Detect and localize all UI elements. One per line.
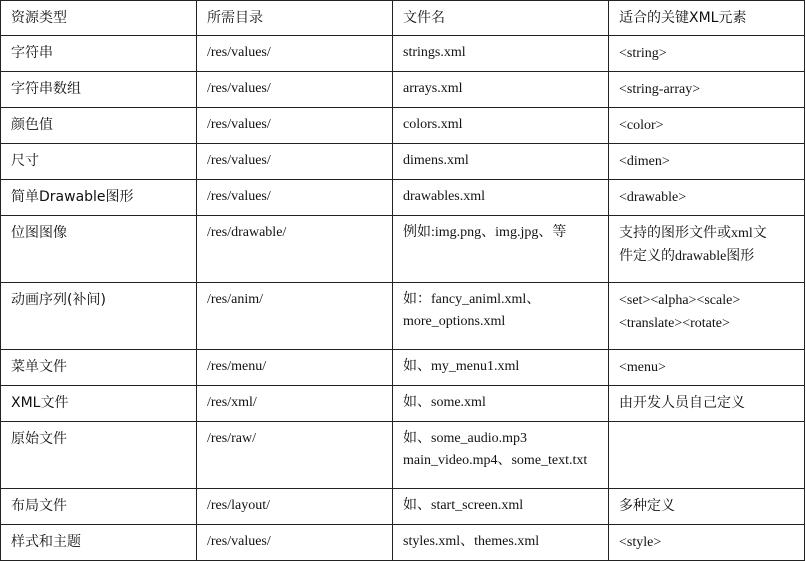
header-row xyxy=(1,1,805,36)
file-name-line: styles.xml、themes.xml xyxy=(403,534,540,549)
cell-directory: /res/menu/ xyxy=(197,350,393,386)
table-row xyxy=(1,283,805,350)
cell-file-name xyxy=(393,144,609,180)
cell-directory: /res/values/ xyxy=(197,72,393,108)
cell-file-name xyxy=(393,72,609,108)
cell-resource-type: 布局文件 xyxy=(1,489,197,525)
cell-directory: /res/raw/ xyxy=(197,422,393,489)
file-name-line: 例如:img.png、img.jpg、等 xyxy=(403,225,567,240)
xml-element-line: <string> xyxy=(619,46,667,61)
table-row xyxy=(1,180,805,216)
file-name-line: 如：fancy_animl.xml、 xyxy=(403,292,541,307)
xml-element-line: 多种定义 xyxy=(619,499,675,514)
cell-file-name xyxy=(393,489,609,525)
cell-xml-element xyxy=(609,525,805,561)
table-row xyxy=(1,108,805,144)
cell-file-name xyxy=(393,108,609,144)
file-name-line: strings.xml xyxy=(403,45,466,60)
cell-resource-type: 字符串 xyxy=(1,36,197,72)
cell-resource-type: 动画序列(补间) xyxy=(1,283,197,350)
file-name-line: more_options.xml xyxy=(403,314,506,329)
cell-xml-element xyxy=(609,489,805,525)
cell-file-name xyxy=(393,350,609,386)
cell-directory: /res/values/ xyxy=(197,525,393,561)
file-name-line: 如、some_audio.mp3 xyxy=(403,431,528,446)
xml-element-line: <set><alpha><scale> xyxy=(619,293,741,308)
cell-xml-element xyxy=(609,216,805,283)
table-row xyxy=(1,489,805,525)
cell-directory: /res/values/ xyxy=(197,36,393,72)
cell-resource-type: 位图图像 xyxy=(1,216,197,283)
cell-directory: /res/values/ xyxy=(197,144,393,180)
cell-resource-type: 简单Drawable图形 xyxy=(1,180,197,216)
table-row xyxy=(1,72,805,108)
xml-element-line: <color> xyxy=(619,118,664,133)
cell-xml-element xyxy=(609,350,805,386)
cell-directory: /res/layout/ xyxy=(197,489,393,525)
cell-resource-type: 原始文件 xyxy=(1,422,197,489)
xml-element-line: 由开发人员自己定义 xyxy=(619,396,745,411)
file-name-line: drawables.xml xyxy=(403,189,486,204)
cell-resource-type: 颜色值 xyxy=(1,108,197,144)
cell-xml-element xyxy=(609,386,805,422)
cell-resource-type: 尺寸 xyxy=(1,144,197,180)
resource-table-body xyxy=(1,1,805,561)
cell-resource-type: 菜单文件 xyxy=(1,350,197,386)
header-resource-type: 资源类型 xyxy=(1,1,197,36)
cell-directory: /res/values/ xyxy=(197,180,393,216)
table-row xyxy=(1,144,805,180)
cell-xml-element xyxy=(609,283,805,350)
cell-resource-type: 字符串数组 xyxy=(1,72,197,108)
xml-element-line: <drawable> xyxy=(619,190,687,205)
file-name-line: 如、some.xml xyxy=(403,395,486,410)
table-row xyxy=(1,422,805,489)
file-name-line: 如、my_menu1.xml xyxy=(403,359,520,374)
cell-file-name xyxy=(393,525,609,561)
cell-xml-element xyxy=(609,36,805,72)
cell-directory: /res/anim/ xyxy=(197,283,393,350)
cell-xml-element xyxy=(609,180,805,216)
xml-element-line: <string-array> xyxy=(619,82,701,97)
xml-element-line: 件定义的drawable图形 xyxy=(619,249,755,264)
header-xml-element: 适合的关键XML元素 xyxy=(609,1,805,36)
file-name-line: colors.xml xyxy=(403,117,463,132)
cell-xml-element xyxy=(609,108,805,144)
cell-file-name xyxy=(393,216,609,283)
table-row xyxy=(1,36,805,72)
cell-file-name xyxy=(393,283,609,350)
xml-element-line: <menu> xyxy=(619,360,666,375)
cell-xml-element xyxy=(609,72,805,108)
xml-element-line: <dimen> xyxy=(619,154,670,169)
cell-directory: /res/drawable/ xyxy=(197,216,393,283)
xml-element-line: 支持的图形文件或xml文 xyxy=(619,226,767,241)
cell-xml-element xyxy=(609,422,805,489)
table-row xyxy=(1,216,805,283)
cell-directory: /res/values/ xyxy=(197,108,393,144)
cell-resource-type: XML文件 xyxy=(1,386,197,422)
xml-element-line: <translate><rotate> xyxy=(619,316,730,331)
cell-file-name xyxy=(393,36,609,72)
xml-element-line: <style> xyxy=(619,535,662,550)
cell-file-name xyxy=(393,386,609,422)
file-name-line: 如、start_screen.xml xyxy=(403,498,524,513)
cell-resource-type: 样式和主题 xyxy=(1,525,197,561)
cell-file-name xyxy=(393,422,609,489)
table-row xyxy=(1,525,805,561)
cell-xml-element xyxy=(609,144,805,180)
cell-file-name xyxy=(393,180,609,216)
header-directory: 所需目录 xyxy=(197,1,393,36)
table-row xyxy=(1,350,805,386)
file-name-line: dimens.xml xyxy=(403,153,469,168)
file-name-line: arrays.xml xyxy=(403,81,463,96)
table-row xyxy=(1,386,805,422)
file-name-line: main_video.mp4、some_text.txt xyxy=(403,453,588,468)
cell-directory: /res/xml/ xyxy=(197,386,393,422)
header-file-name: 文件名 xyxy=(393,1,609,36)
